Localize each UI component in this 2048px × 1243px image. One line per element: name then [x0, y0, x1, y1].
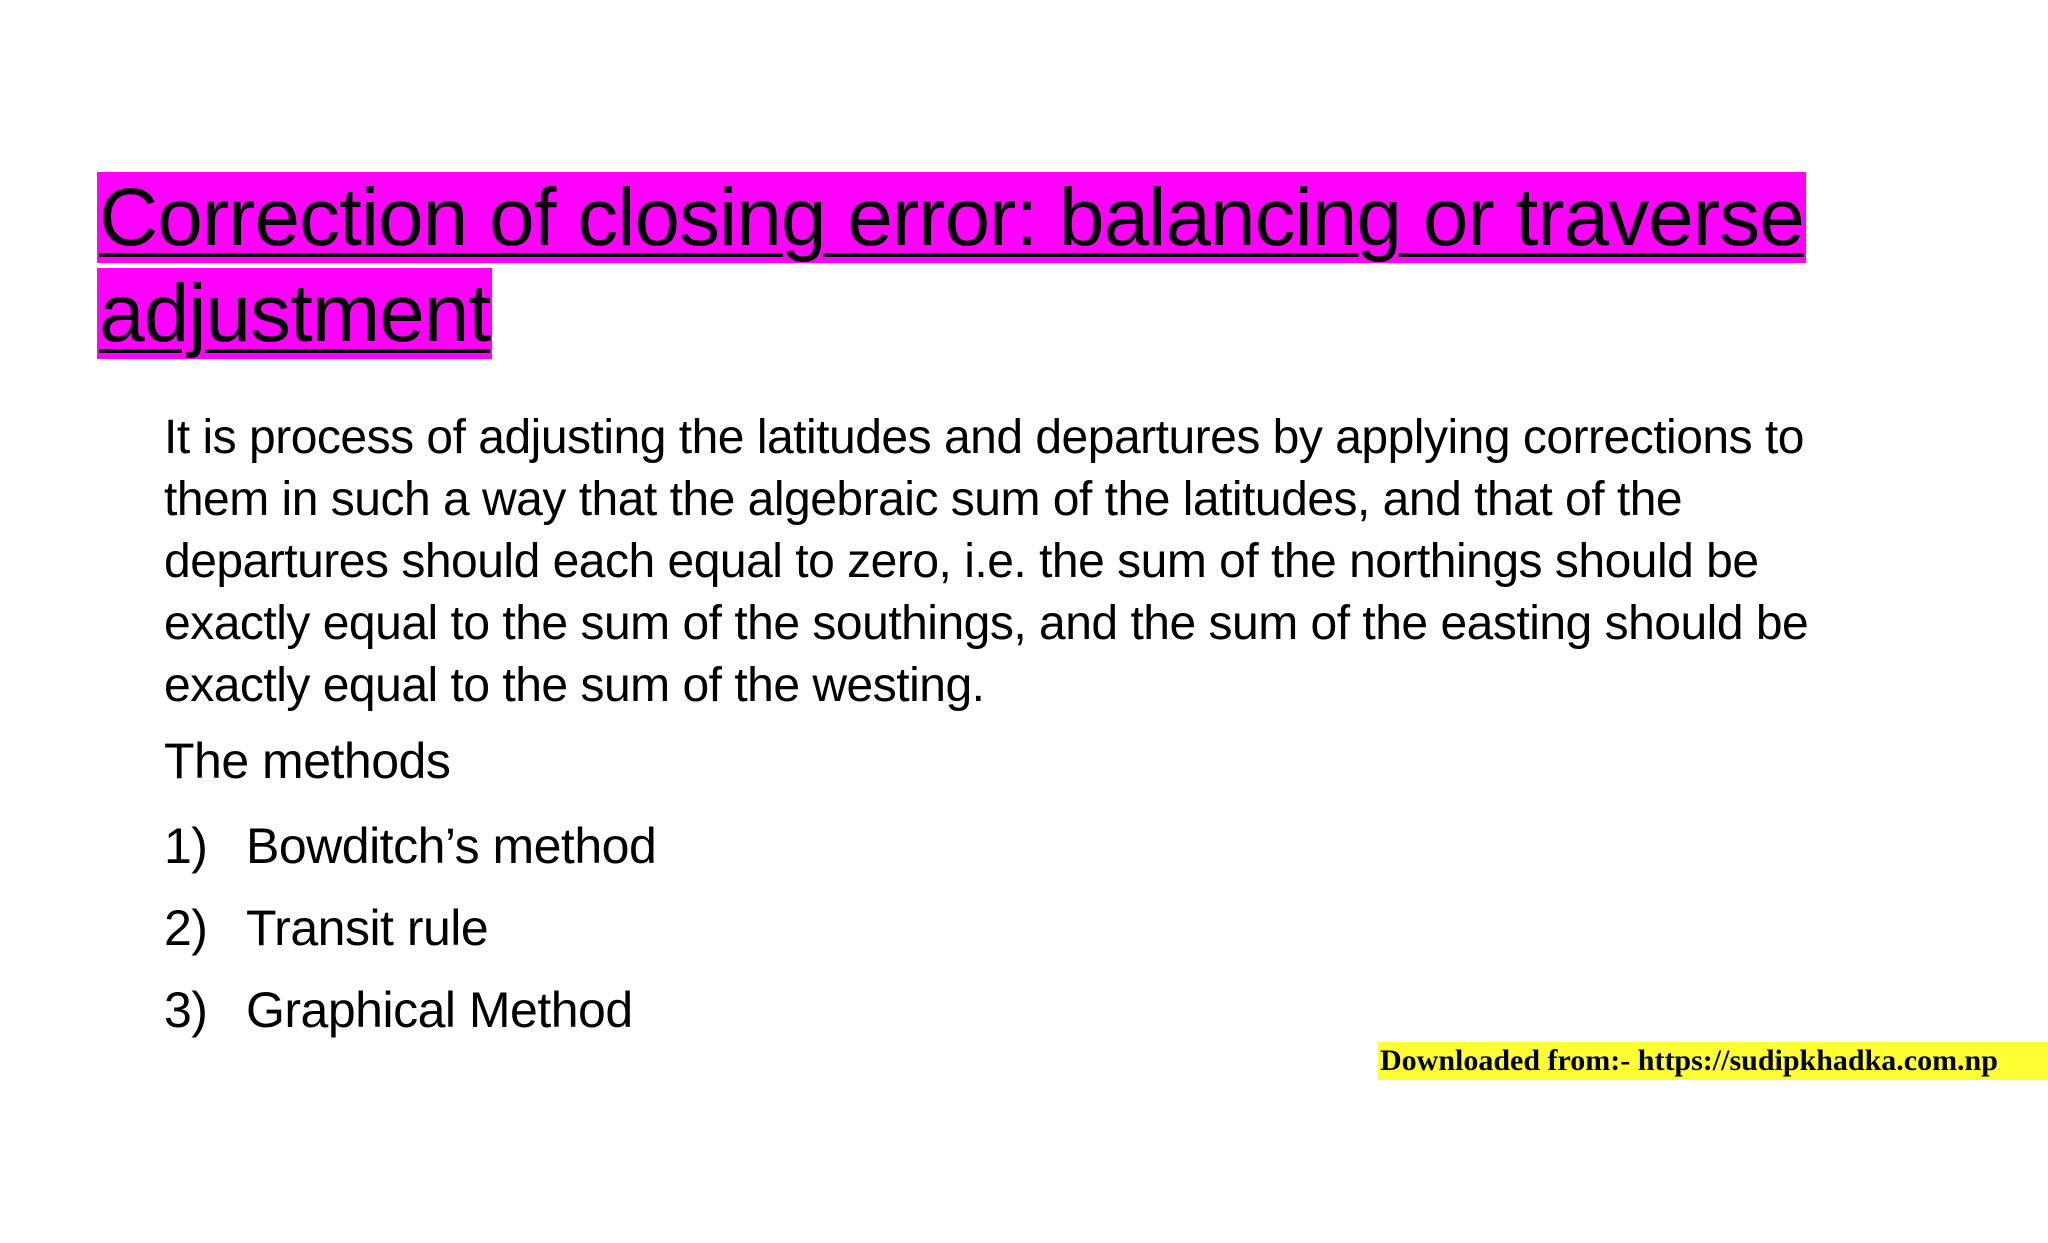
slide-title-text: Correction of closing error: balancing or traverse adjustment [99, 172, 1804, 359]
methods-heading: The methods [164, 733, 451, 789]
list-item [164, 815, 656, 897]
methods-list [164, 815, 656, 1061]
list-item [164, 897, 656, 979]
download-source-banner: Downloaded from:- https://sudipkhadka.com.np [1378, 1042, 2048, 1080]
list-item-label: Graphical Method [246, 982, 633, 1038]
description-paragraph: It is process of adjusting the latitudes and departures by applying corrections to them in such a way that the algebraic sum of the latitudes, and that of the departures should each equal to zero, i.e. the sum of the northings should be exactly equal to the sum of the southings, and the sum of the easting should be exactly equal to the sum of the westing. [164, 411, 1809, 712]
list-item [164, 979, 656, 1061]
list-item-label: Bowditch’s method [246, 818, 657, 874]
list-item-number: 3) [164, 982, 208, 1038]
list-item-label: Transit rule [246, 900, 489, 956]
list-item-number: 1) [164, 818, 208, 874]
list-item-number: 2) [164, 900, 208, 956]
slide-title [97, 170, 1957, 362]
